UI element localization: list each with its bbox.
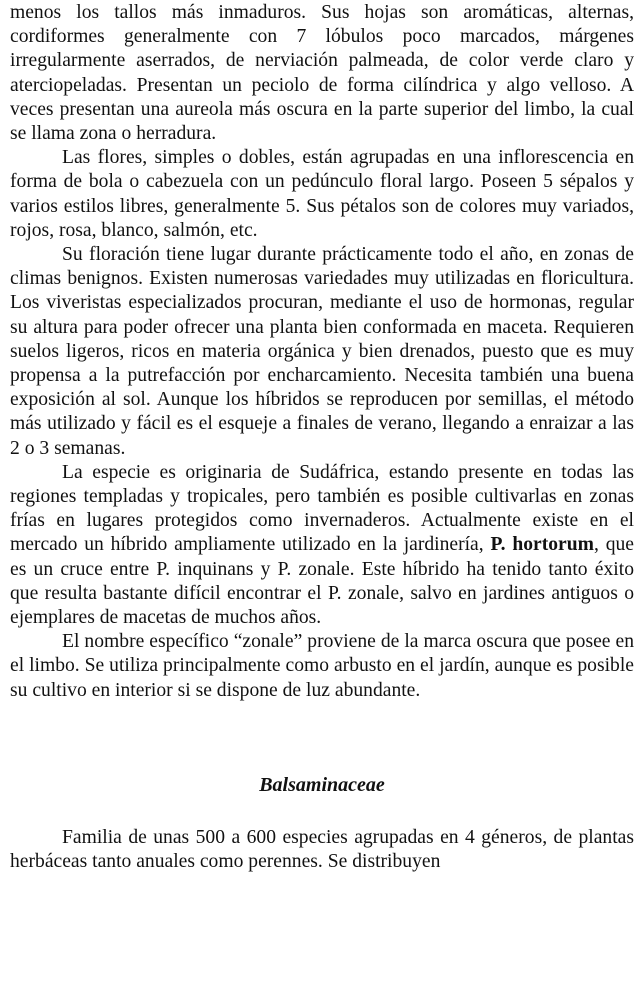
species-name-bold: P. hortorum xyxy=(490,534,594,556)
origin-text-end: , que es un cruce entre P. inquinans y P. zonale. Este híbrido ha tenido tanto éxito que resulta bastante difícil encontrar el P. zonale, salvo en jardines antiguos o ejemplares de macetas de muchos años. xyxy=(10,534,634,629)
paragraph-family-intro: Familia de unas 500 a 600 especies agrupadas en 4 géneros, de plantas herbáceas tanto anuales como perennes. Se distribuyen xyxy=(10,826,634,873)
paragraph-origin xyxy=(10,461,634,630)
paragraph-name-origin: El nombre específico “zonale” proviene de la marca oscura que posee en el limbo. Se utiliza principalmente como arbusto en el jardín, aunque es posible su cultivo en interior si se dispone de luz abundante. xyxy=(10,631,634,701)
origin-text-start: La especie es originaria de Sudáfrica, estando presente en todas las regiones templadas y tropicales, pero también es posible cultivarlas en zonas frías en lugares protegidos como invernaderos. Actualmente existe en el mercado un híbrido ampliamente utilizado en la jardinería, xyxy=(10,461,634,556)
paragraph-flowers: Las flores, simples o dobles, están agrupadas en una inflorescencia en forma de bola o cabezuela con un pedúnculo floral largo. Poseen 5 sépalos y varios estilos libres, generalmente 5. Sus pétalos son de colores muy variados, rojos, rosa, blanco, salmón, etc. xyxy=(10,147,634,241)
book-page xyxy=(10,0,634,874)
paragraph-flowering-cultivation: Su floración tiene lugar durante prácticamente todo el año, en zonas de climas benignos. Existen numerosas variedades muy utilizadas en floricultura. Los viveristas especializados procuran, mediante el uso de hormonas, regular su altura para poder ofrecer una planta bien conformada en maceta. Requieren suelos ligeros, ricos en materia orgánica y bien drenados, puesto que es muy propensa a la putrefacción por encharcamiento. Necesita también una buena exposición al sol. Aunque los híbridos se reproducen por semillas, el método más utilizado y fácil es el esqueje a finales de verano, llegando a enraizar a las 2 o 3 semanas. xyxy=(10,244,634,459)
section-heading: Balsaminaceae xyxy=(259,773,385,796)
paragraph-leaf-description: menos los tallos más inmaduros. Sus hojas son aromáticas, alternas, cordiformes generalmente con 7 lóbulos poco marcados, márgenes irregularmente aserrados, de nerviación palmeada, de color verde claro y aterciopeladas. Presentan un peciolo de forma cilíndrica y algo velloso. A veces presentan una aureola más oscura en la parte superior del limbo, la cual se llama zona o herradura. xyxy=(10,2,634,145)
